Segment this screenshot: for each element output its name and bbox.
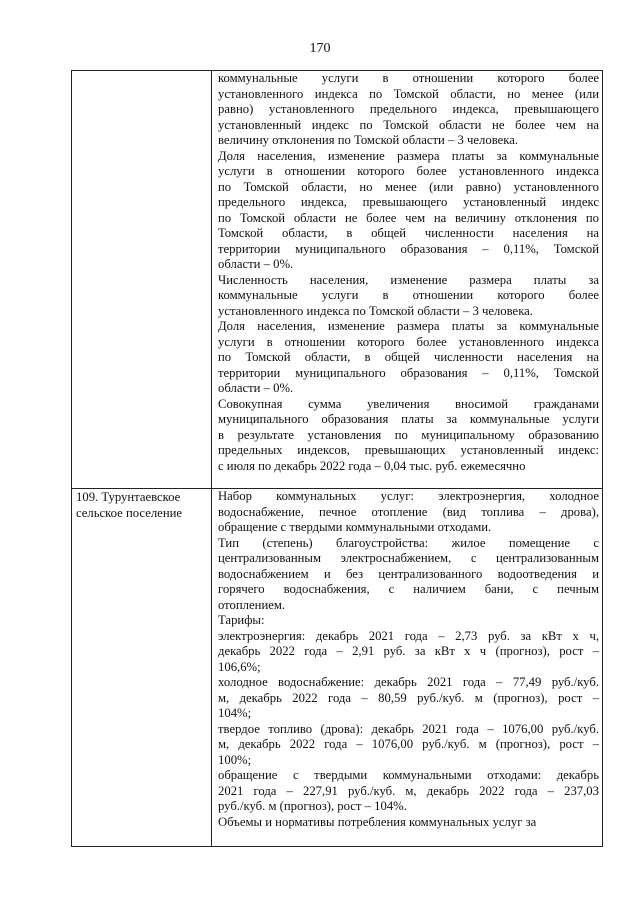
paragraph <box>218 273 599 320</box>
text-line: в результате установления по муниципальному образованию <box>218 427 599 442</box>
text-line: установленного индекса по Томской области, но менее (или <box>218 86 599 101</box>
text-line: услуги в отношении которого более установленного индекса <box>218 334 599 349</box>
text-line: коммунальные услуги в отношении которого более <box>218 288 599 302</box>
text-line: обращение с твердыми коммунальными отходами: декабрь <box>218 768 599 782</box>
text-line: 2021 года – 227,91 руб./куб. м, декабрь 2022 года – 237,03 <box>218 783 599 798</box>
text-line: коммунальные услуги в отношении которого более <box>218 71 599 85</box>
paragraph <box>218 489 599 536</box>
text-line: отоплением. <box>218 597 286 612</box>
text-line: Совокупная сумма увеличения вносимой гражданами <box>218 396 599 411</box>
text-line: электроэнергия: декабрь 2021 года – 2,73 руб. за кВт х ч, <box>218 628 599 643</box>
text-line: с июля по декабрь 2022 года – 0,04 тыс. руб. ежемесячно <box>218 458 526 473</box>
paragraph <box>218 815 599 831</box>
text-line: декабрь 2022 года – 2,91 руб. за кВт х ч (прогноз), рост – <box>218 644 599 658</box>
text-line: руб./куб. м (прогноз), рост – 104%. <box>218 799 407 813</box>
paragraph <box>218 397 599 475</box>
paragraph <box>218 319 599 397</box>
paragraph <box>218 613 599 629</box>
text-line: обращение с твердыми коммунальными отходами. <box>218 520 492 534</box>
page-number: 170 <box>309 41 331 56</box>
text-line: Тарифы: <box>218 613 265 627</box>
text-line: холодное водоснабжение: декабрь 2021 года – 77,49 руб./куб. <box>218 675 599 689</box>
text-line: по Томской области, в общей численности населения на <box>218 350 599 364</box>
text-line: Тип (степень) благоустройства: жилое помещение с <box>218 535 599 550</box>
text-line: установленного индекса по Томской области – 3 человека. <box>218 303 533 318</box>
text-line: 104%; <box>218 706 252 720</box>
text-line: твердое топливо (дрова): декабрь 2021 года – 1076,00 руб./куб. <box>218 721 599 736</box>
text-line: муниципального образования платы за коммунальные услуги <box>218 412 599 426</box>
paragraph <box>218 149 599 273</box>
text-line: области – 0%. <box>218 381 294 395</box>
text-line: услуги в отношении которого более установленного индекса <box>218 164 599 178</box>
text-line: водоснабжение, печное отопление (вид топлива – дрова), <box>218 504 599 519</box>
text-line: предельных индексов, превышающих установленный индекс: <box>218 443 599 457</box>
text-line: области – 0%. <box>218 257 294 271</box>
table-row <box>72 489 603 847</box>
document-table <box>71 70 603 847</box>
text-line: м, декабрь 2022 года – 80,59 руб./куб. м (прогноз), рост – <box>218 690 599 705</box>
text-line: м, декабрь 2022 года – 1076,00 руб./куб. м (прогноз), рост – <box>218 737 599 751</box>
text-line: централизованным электроснабжением, с централизованным <box>218 551 599 565</box>
text-line: по Томской области не более чем на величину отклонения по <box>218 210 599 225</box>
paragraph <box>218 71 599 149</box>
text-line: горячего водоснабжения, с наличием бани, с печным <box>218 582 599 596</box>
municipality-name-cell: 109. Турунтаевское сельское поселение <box>72 489 212 847</box>
paragraph <box>218 536 599 614</box>
text-line: территории муниципального образования – 0,11%, Томской <box>218 241 599 256</box>
text-line: территории муниципального образования – 0,11%, Томской <box>218 365 599 380</box>
text-line: Доля населения, изменение размера платы за коммунальные <box>218 148 599 163</box>
description-cell <box>212 71 603 489</box>
table-row <box>72 71 603 489</box>
text-line: Численность населения, изменение размера платы за <box>218 272 599 287</box>
text-line: Доля населения, изменение размера платы за коммунальные <box>218 319 599 333</box>
text-line: предельного индекса, превышающего установленный индекс <box>218 195 599 209</box>
paragraph <box>218 722 599 769</box>
text-line: водоснабжением и без централизованного водоотведения и <box>218 566 599 581</box>
text-line: величину отклонения по Томской области – 3 человека. <box>218 133 519 147</box>
text-line: по Томской области, но менее (или равно) установленного <box>218 179 599 194</box>
text-line: 100%; <box>218 752 252 767</box>
text-line: Набор коммунальных услуг: электроэнергия, холодное <box>218 489 599 503</box>
text-line: Объемы и нормативы потребления коммунальных услуг за <box>218 814 537 829</box>
description-cell <box>212 489 603 847</box>
municipality-name-cell <box>72 71 212 489</box>
paragraph <box>218 629 599 676</box>
paragraph <box>218 768 599 815</box>
text-line: установленный индекс по Томской области не более чем на <box>218 117 599 132</box>
text-line: равно) установленного предельного индекса, превышающего <box>218 102 599 116</box>
paragraph <box>218 675 599 722</box>
text-line: Томской области, в общей численности населения на <box>218 226 599 240</box>
text-line: 106,6%; <box>218 659 261 674</box>
